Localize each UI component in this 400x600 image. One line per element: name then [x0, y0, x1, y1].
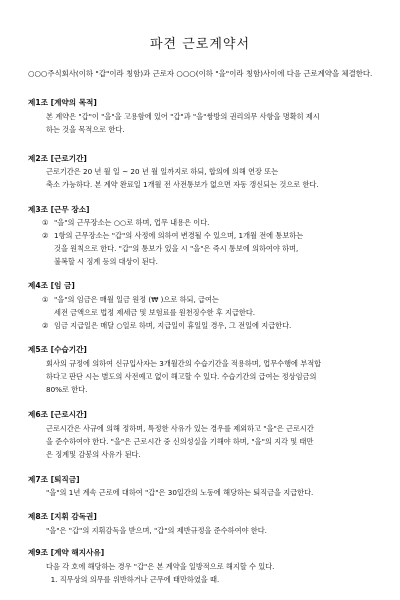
- article-6-title: 제6조 [근로시간]: [28, 410, 87, 419]
- item-number: ①: [42, 218, 49, 227]
- article-6-line: 근로시간은 사규에 의해 정하며, 특정한 사유가 있는 경우를 제외하고 "을"은 근로시간: [46, 424, 314, 433]
- article-6-line: 을 준수하여야 한다. "을"은 근로시간 중 신의성실을 기해야 하며, "을"의 지각 및 태만: [46, 437, 314, 446]
- article-2-line: 축소 가능하다. 본 계약 완료일 1개월 전 사전통보가 없으면 자동 갱신되는 것으로 한다.: [46, 180, 319, 189]
- article-9-line: 1. 직무상의 의무를 위반하거나 근무에 태만하였을 때.: [46, 575, 220, 584]
- article-8-body: [46, 524, 382, 537]
- item-number: ②: [42, 231, 49, 240]
- item-line: "을"의 근무장소는 ○○로 하며, 업무 내용은 이다.: [54, 218, 210, 227]
- article-5-line: 하다고 판단 시는 별도의 사전예고 없이 해고할 수 있다. 수습기간의 급여는 정상임금의: [46, 372, 317, 381]
- article-9-title: 제9조 [계약 해지사유]: [28, 548, 105, 557]
- article-5-title: 제5조 [수습기간]: [28, 345, 87, 354]
- article-1-line: 본 계약은 "갑"이 "을"을 고용함에 있어 "갑"과 "을"쌍방의 권리의무 사항을 명확히 제시: [46, 112, 320, 121]
- article-1-title: 제1조 [계약의 목적]: [28, 98, 97, 107]
- article-2-line: 근로기간은 20 년 월 일 ~ 20 년 월 일까지로 하되, 합의에 의해 연장 또는: [46, 167, 279, 176]
- article-2-title: 제2조 [근로기간]: [28, 154, 87, 163]
- article-4-item-1: [42, 293, 382, 319]
- article-7-title: 제7조 [퇴직금]: [28, 475, 80, 484]
- item-line: 1항의 근무장소는 "갑"의 사정에 의하여 변경될 수 있으며, 1개월 전에 통보하는: [54, 231, 304, 240]
- article-4-title: 제4조 [임 금]: [28, 281, 75, 290]
- article-3-item-2: [42, 229, 382, 268]
- article-2-body: [46, 165, 382, 191]
- item-number: ②: [42, 321, 49, 330]
- article-5-line: 회사의 규정에 의하여 신규입사자는 3개월간의 수습기간을 적용하며, 업무수행에 부적합: [46, 359, 322, 368]
- article-8-title: 제8조 [지휘 감독권]: [28, 512, 97, 521]
- article-6-body: [46, 422, 382, 461]
- article-4-item-2: [42, 319, 382, 332]
- article-5-body: [46, 357, 382, 396]
- item-line: 세전 금액으로 법정 제세금 및 보험료를 원천징수한 후 지급한다.: [54, 308, 256, 317]
- document-title: 파견 근로계약서: [149, 37, 251, 52]
- article-7-line: "을"의 1년 계속 근로에 대하여 "갑"은 30일간의 노동에 해당하는 퇴직금을 지급한다.: [46, 488, 314, 497]
- article-6-line: 은 징계및 감봉의 사유가 된다.: [46, 450, 141, 459]
- article-5-line: 80%로 한다.: [46, 385, 88, 394]
- article-1-body: [46, 110, 382, 136]
- item-number: ①: [42, 295, 49, 304]
- article-9-body: [46, 560, 382, 586]
- item-line: 임금 지급일은 매달 ○일로 하며, 지급일이 휴일일 경우, 그 전일에 지급한다.: [54, 321, 292, 330]
- article-7-body: [46, 486, 382, 499]
- item-line: 불복할 시 징계 등의 대상이 된다.: [54, 257, 158, 266]
- article-3-title: 제3조 [근무 장소]: [28, 205, 90, 214]
- article-3-item-1: [42, 216, 382, 229]
- article-9-line: 다음 각 호에 해당하는 경우 "갑"은 본 계약을 일방적으로 해지할 수 있다.: [46, 562, 275, 571]
- intro-paragraph: ○○○주식회사(이하 "갑"이라 칭함)과 근로자 ○○○(이하 "을"이라 칭함)사이에 다음 근로계약을 체결한다.: [28, 69, 373, 78]
- item-line: "을"의 임금은 매월 일금 원정 (₩ )으로 하되, 급여는: [54, 295, 219, 304]
- article-8-line: "을"은 "갑"의 지휘감독을 받으며, "갑"의 제반규정을 준수하여야 한다.: [46, 526, 267, 535]
- item-line: 것을 원칙으로 한다. "갑"의 통보가 있을 시 "을"은 즉시 통보에 의하여야 하며,: [54, 244, 299, 253]
- article-1-line: 하는 것을 목적으로 한다.: [46, 125, 125, 134]
